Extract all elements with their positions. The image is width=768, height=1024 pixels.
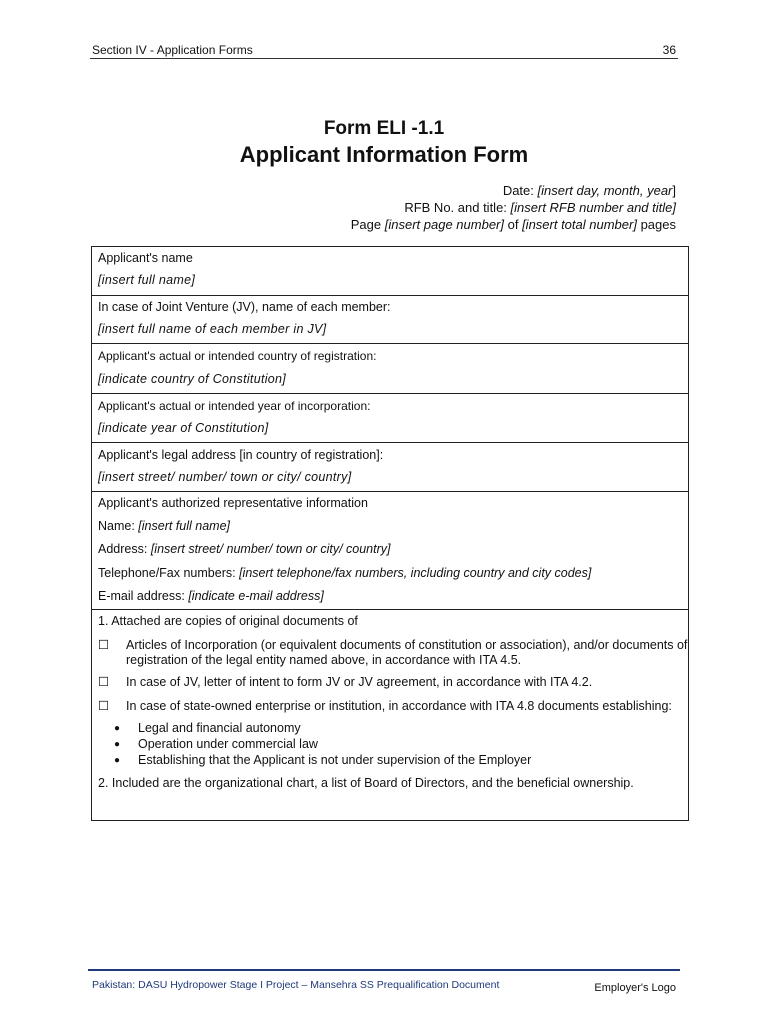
date-value: [insert day, month, year — [537, 183, 673, 198]
legal-address-field[interactable]: [insert street/ number/ town or city/ country] — [98, 470, 352, 484]
page-value: [insert page number] — [384, 217, 504, 232]
rfb-line — [351, 199, 676, 216]
applicant-form-table — [91, 246, 689, 821]
rep-address-line — [98, 542, 391, 556]
row-applicant-name — [92, 247, 688, 296]
bullet-item: Establishing that the Applicant is not under supervision of the Employer — [138, 753, 532, 767]
row-country — [92, 344, 688, 394]
bullet-icon: ● — [114, 755, 121, 766]
attachment-item-state-owned: In case of state-owned enterprise or institution, in accordance with ITA 4.8 documents establishing: — [126, 699, 672, 713]
footer-divider — [88, 969, 680, 971]
rep-address-field[interactable]: [insert street/ number/ town or city/ country] — [150, 542, 391, 556]
bullet-item: Operation under commercial law — [138, 737, 318, 751]
rep-phone-field[interactable]: [insert telephone/fax numbers, including country and city codes] — [239, 566, 592, 580]
row-attachments — [92, 610, 688, 820]
row-legal-address — [92, 443, 688, 492]
jv-members-label: In case of Joint Venture (JV), name of each member: — [98, 300, 391, 314]
bullet-icon: ● — [114, 739, 121, 750]
page-line — [351, 216, 676, 233]
attachments-intro: 1. Attached are copies of original documents of — [98, 614, 358, 628]
legal-address-label: Applicant's legal address [in country of registration]: — [98, 448, 384, 462]
rep-email-field[interactable]: [indicate e-mail address] — [188, 589, 324, 603]
page-of: of — [503, 217, 523, 232]
page-number: 36 — [662, 43, 676, 57]
rep-name-line — [98, 519, 230, 533]
attachment-item-incorporation: Articles of Incorporation (or equivalent documents of constitution or association), and/or documents of registration of the legal entity named above, in accordance with ITA 4.5. — [126, 638, 688, 667]
jv-members-field[interactable]: [insert full name of each member in JV] — [98, 322, 327, 336]
country-label: Applicant's actual or intended country of registration: — [98, 349, 377, 363]
rep-name-field[interactable]: [insert full name] — [138, 519, 231, 533]
checkbox-icon[interactable]: ☐ — [98, 699, 110, 713]
date-close: ] — [672, 183, 676, 198]
checkbox-icon[interactable]: ☐ — [98, 638, 110, 652]
country-field[interactable]: [indicate country of Constitution] — [98, 372, 287, 386]
rep-email-label: E-mail address: — [98, 589, 189, 603]
rfb-value: [insert RFB number and title] — [510, 200, 676, 215]
section-title: Section IV - Application Forms — [92, 43, 253, 57]
applicant-name-label: Applicant's name — [98, 251, 193, 265]
date-label: Date: — [502, 183, 538, 198]
row-representative — [92, 492, 688, 610]
date-line — [351, 182, 676, 199]
page-header — [90, 42, 678, 59]
rep-heading: Applicant's authorized representative information — [98, 496, 368, 510]
attachment-item-jv-letter: In case of JV, letter of intent to form JV or JV agreement, in accordance with ITA 4.2. — [126, 675, 593, 689]
rfb-label: RFB No. and title: — [404, 200, 511, 215]
rep-name-label: Name: — [98, 519, 139, 533]
bullet-icon: ● — [114, 723, 121, 734]
applicant-name-field[interactable]: [insert full name] — [98, 273, 196, 287]
form-code: Form ELI -1.1 — [323, 118, 445, 139]
year-field[interactable]: [indicate year of Constitution] — [98, 421, 269, 435]
page-suffix: pages — [636, 217, 676, 232]
page-total: [insert total number] — [522, 217, 637, 232]
employer-logo-placeholder: Employer's Logo — [594, 982, 676, 994]
rep-phone-line — [98, 566, 591, 580]
form-title: Applicant Information Form — [239, 142, 529, 167]
page-label: Page — [350, 217, 385, 232]
rep-phone-label: Telephone/Fax numbers: — [98, 566, 240, 580]
checkbox-icon[interactable]: ☐ — [98, 675, 110, 689]
form-meta — [351, 182, 676, 233]
row-jv-members — [92, 296, 688, 344]
attachments-closing: 2. Included are the organizational chart, a list of Board of Directors, and the beneficial ownership. — [98, 776, 634, 790]
footer-project-title: Pakistan: DASU Hydropower Stage I Project – Mansehra SS Prequalification Document — [92, 979, 500, 991]
rep-email-line — [98, 589, 324, 603]
row-year — [92, 394, 688, 443]
year-label: Applicant's actual or intended year of incorporation: — [98, 399, 371, 413]
rep-address-label: Address: — [98, 542, 151, 556]
bullet-item: Legal and financial autonomy — [138, 721, 301, 735]
